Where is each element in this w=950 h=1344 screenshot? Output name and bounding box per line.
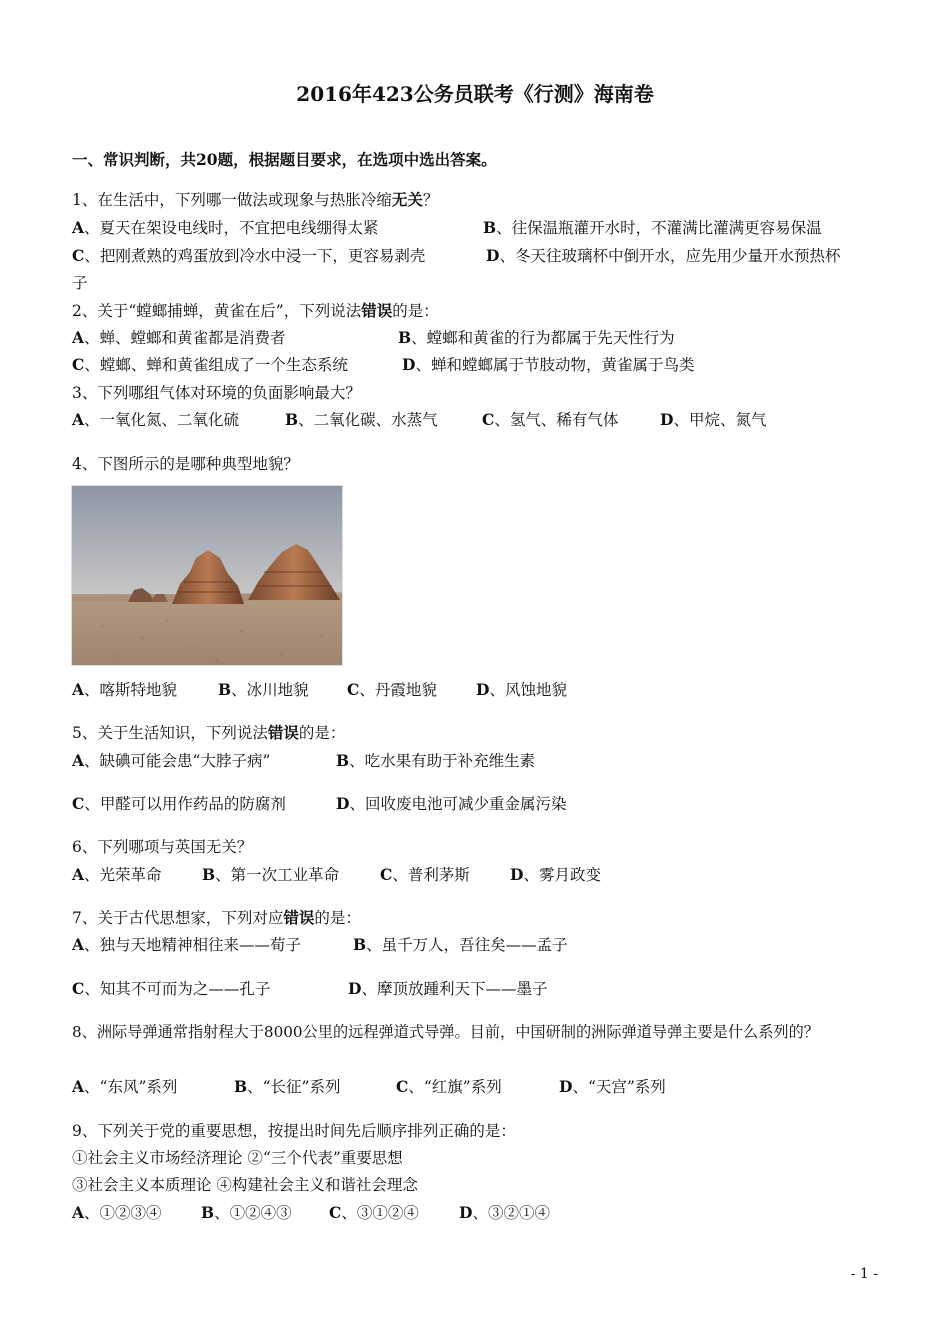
q8-option-b: B、“长征”系列 [234,1077,341,1096]
q8-options [72,1077,732,1097]
q1-option-d: D、冬天往玻璃杯中倒开水，应先用少量开水预热杯 [486,246,841,265]
q7-options-row1 [72,935,632,955]
q6-option-b: B、第一次工业革命 [202,865,340,884]
q7-options-row2 [72,979,632,999]
q5-options-row2 [72,794,672,814]
q9-stem: 9、下列关于党的重要思想，按提出时间先后顺序排列正确的是： [72,1122,516,1140]
q3-option-c: C、氢气、稀有气体 [482,410,619,429]
q4-option-c: C、丹霞地貌 [347,680,437,699]
q2-stem: 2、关于“螳螂捕蝉，黄雀在后”，下列说法错误的是： [72,301,439,320]
q1-option-d-continued: 子 [72,274,88,292]
q7-stem: 7、关于古代思想家，下列对应错误的是： [72,908,361,927]
q9-items-2: ③社会主义本质理论 ④构建社会主义和谐社会理念 [72,1176,418,1194]
q2-options-row2 [72,355,772,375]
q9-option-a: A、①②③④ [72,1203,162,1222]
q3-stem: 3、下列哪组气体对环境的负面影响最大？ [72,384,361,402]
landform-photo [71,485,343,666]
q7-option-b: B、虽千万人，吾往矣——孟子 [353,935,568,954]
q6-option-c: C、普利茅斯 [380,865,470,884]
q2-option-c: C、螳螂、蝉和黄雀组成了一个生态系统 [72,355,348,374]
page-number: - 1 - [850,1266,878,1282]
q2-option-b: B、螳螂和黄雀的行为都属于先天性行为 [398,328,675,347]
q4-option-a: A、喀斯特地貌 [72,680,178,699]
q5-option-b: B、吃水果有助于补充维生素 [336,751,536,770]
q3-options [72,410,792,430]
q1-options-row1 [72,218,882,238]
q1-options-row2 [72,246,882,266]
q5-option-d: D、回收废电池可减少重金属污染 [336,794,567,813]
q5-option-c: C、甲醛可以用作药品的防腐剂 [72,794,286,813]
q1-option-c: C、把刚煮熟的鸡蛋放到冷水中浸一下，更容易剥壳 [72,246,426,265]
q7-option-a: A、独与天地精神相往来——荀子 [72,935,302,954]
q2-option-a: A、蝉、螳螂和黄雀都是消费者 [72,328,286,347]
q5-option-a: A、缺碘可能会患“大脖子病” [72,751,271,770]
q2-option-d: D、蝉和螳螂属于节肢动物，黄雀属于鸟类 [402,355,695,374]
q4-option-d: D、风蚀地貌 [476,680,567,699]
q4-option-b: B、冰川地貌 [218,680,309,699]
page-title: 2016年423公务员联考《行测》海南卷 [296,82,654,106]
q8-stem: 8、洲际导弹通常指射程大于8000公里的远程弹道式导弹。目前，中国研制的洲际弹道导弹主要是什么系列的？ [72,1023,819,1041]
q1-stem: 1、在生活中，下列哪一做法或现象与热胀冷缩无关？ [72,190,439,209]
q3-option-d: D、甲烷、氮气 [660,410,767,429]
q6-options [72,865,632,885]
q8-option-a: A、“东风”系列 [72,1077,178,1096]
q6-stem: 6、下列哪项与英国无关？ [72,838,253,856]
q9-option-c: C、③①②④ [329,1203,419,1222]
q9-option-d: D、③②①④ [459,1203,550,1222]
q2-options-row1 [72,328,772,348]
q6-option-d: D、雾月政变 [510,865,601,884]
q5-stem: 5、关于生活知识，下列说法错误的是： [72,723,346,742]
q3-option-b: B、二氧化碳、水蒸气 [285,410,438,429]
section-heading: 一、常识判断，共20题，根据题目要求，在选项中选出答案。 [72,150,497,169]
q1-option-b: B、往保温瓶灌开水时，不灌满比灌满更容易保温 [483,218,822,237]
q4-stem: 4、下图所示的是哪种典型地貌？ [72,455,299,473]
q3-option-a: A、一氧化氮、二氧化硫 [72,410,240,429]
q9-options [72,1203,632,1223]
q8-option-c: C、“红旗”系列 [396,1077,502,1096]
q7-option-c: C、知其不可而为之——孔子 [72,979,271,998]
q6-option-a: A、光荣革命 [72,865,162,884]
q7-option-d: D、摩顶放踵利天下——墨子 [348,979,548,998]
q4-options [72,680,632,700]
q1-option-a: A、夏天在架设电线时，不宜把电线绷得太紧 [72,218,379,237]
q5-options-row1 [72,751,632,771]
q9-option-b: B、①②④③ [201,1203,292,1222]
q9-items-1: ①社会主义市场经济理论 ②“三个代表”重要思想 [72,1149,403,1167]
q8-option-d: D、“天宫”系列 [559,1077,666,1096]
